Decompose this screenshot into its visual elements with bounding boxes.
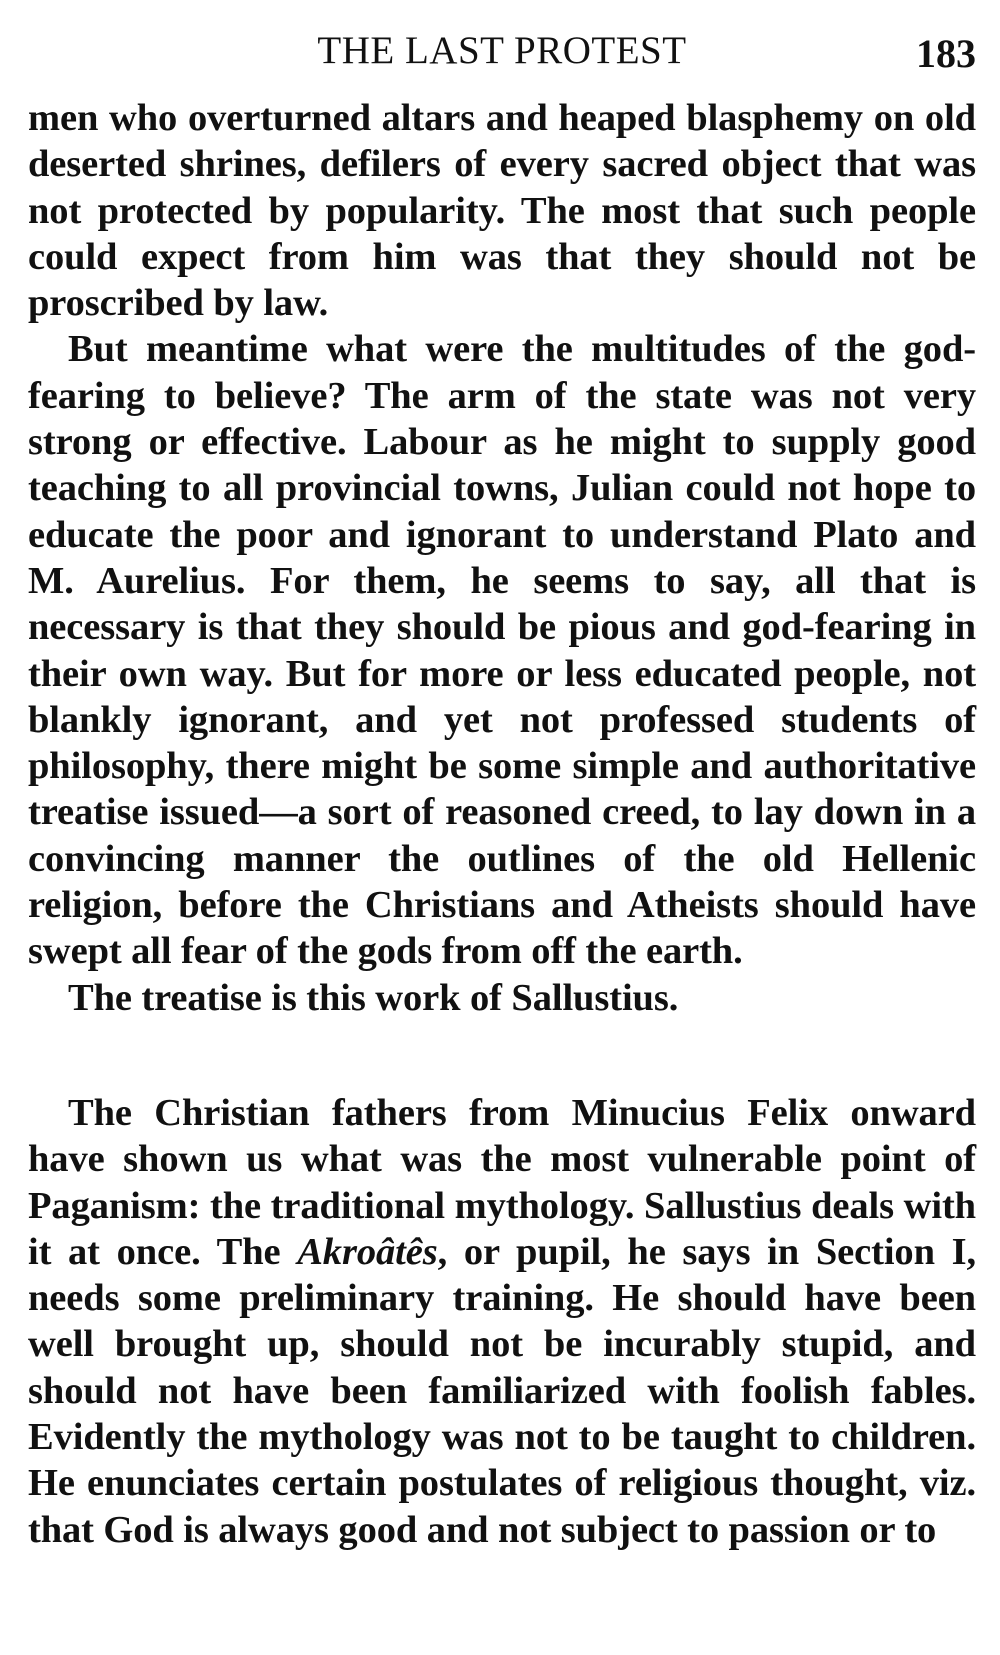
running-head — [28, 0, 976, 95]
book-page — [28, 0, 976, 1655]
akroates-term: Akroâtês — [297, 1230, 438, 1273]
paragraph-text-after-term: , or pupil, he says in Section I, needs some preliminary training. He should have been well brought up, should not be incurably stupid, and should not have been familiarized with foolish fables. Evidently the mythology was not to be taught to children. He enunciates certain postulates of religious thought, viz. that God is always good and not subject to passion or to — [28, 1230, 977, 1551]
running-title: THE LAST PROTEST — [317, 29, 687, 72]
paragraph-treatise: The treatise is this work of Sallustius. — [68, 976, 679, 1019]
paragraph-continuation: men who overturned altars and heaped blasphemy on old deserted shrines, defilers of every sacred object that was not protected by popularity. The most that such people could expect from him was that they should not be proscribed by law. — [28, 97, 976, 325]
section-break — [28, 1021, 976, 1090]
paragraph-christian-fathers — [28, 1090, 976, 1553]
paragraph-text-before-term: The Christian fathers from Minucius Felix onward have shown us what was the most vulnerable point of Paganism: the traditional mythology. Sallustius deals with it at once. The — [28, 1091, 976, 1273]
page-number: 183 — [916, 31, 976, 76]
paragraph-god-fearing: But meantime what were the multitudes of the god-fearing to believe? The arm of the state was not very strong or effective. Labour as he might to supply good teaching to all provincial towns, Julian could not hope to educate the poor and ignorant to understand Plato and M. Aurelius. For them, he seems to say, all that is necessary is that they should be pious and god-fearing in their own way. But for more or less educated people, not blankly ignorant, and yet not professed students of philosophy, there might be some simple and authoritative treatise issued—a sort of reasoned creed, to lay down in a convincing manner the outlines of the old Hellenic religion, before the Christians and Atheists should have swept all fear of the gods from off the earth. — [28, 328, 976, 973]
